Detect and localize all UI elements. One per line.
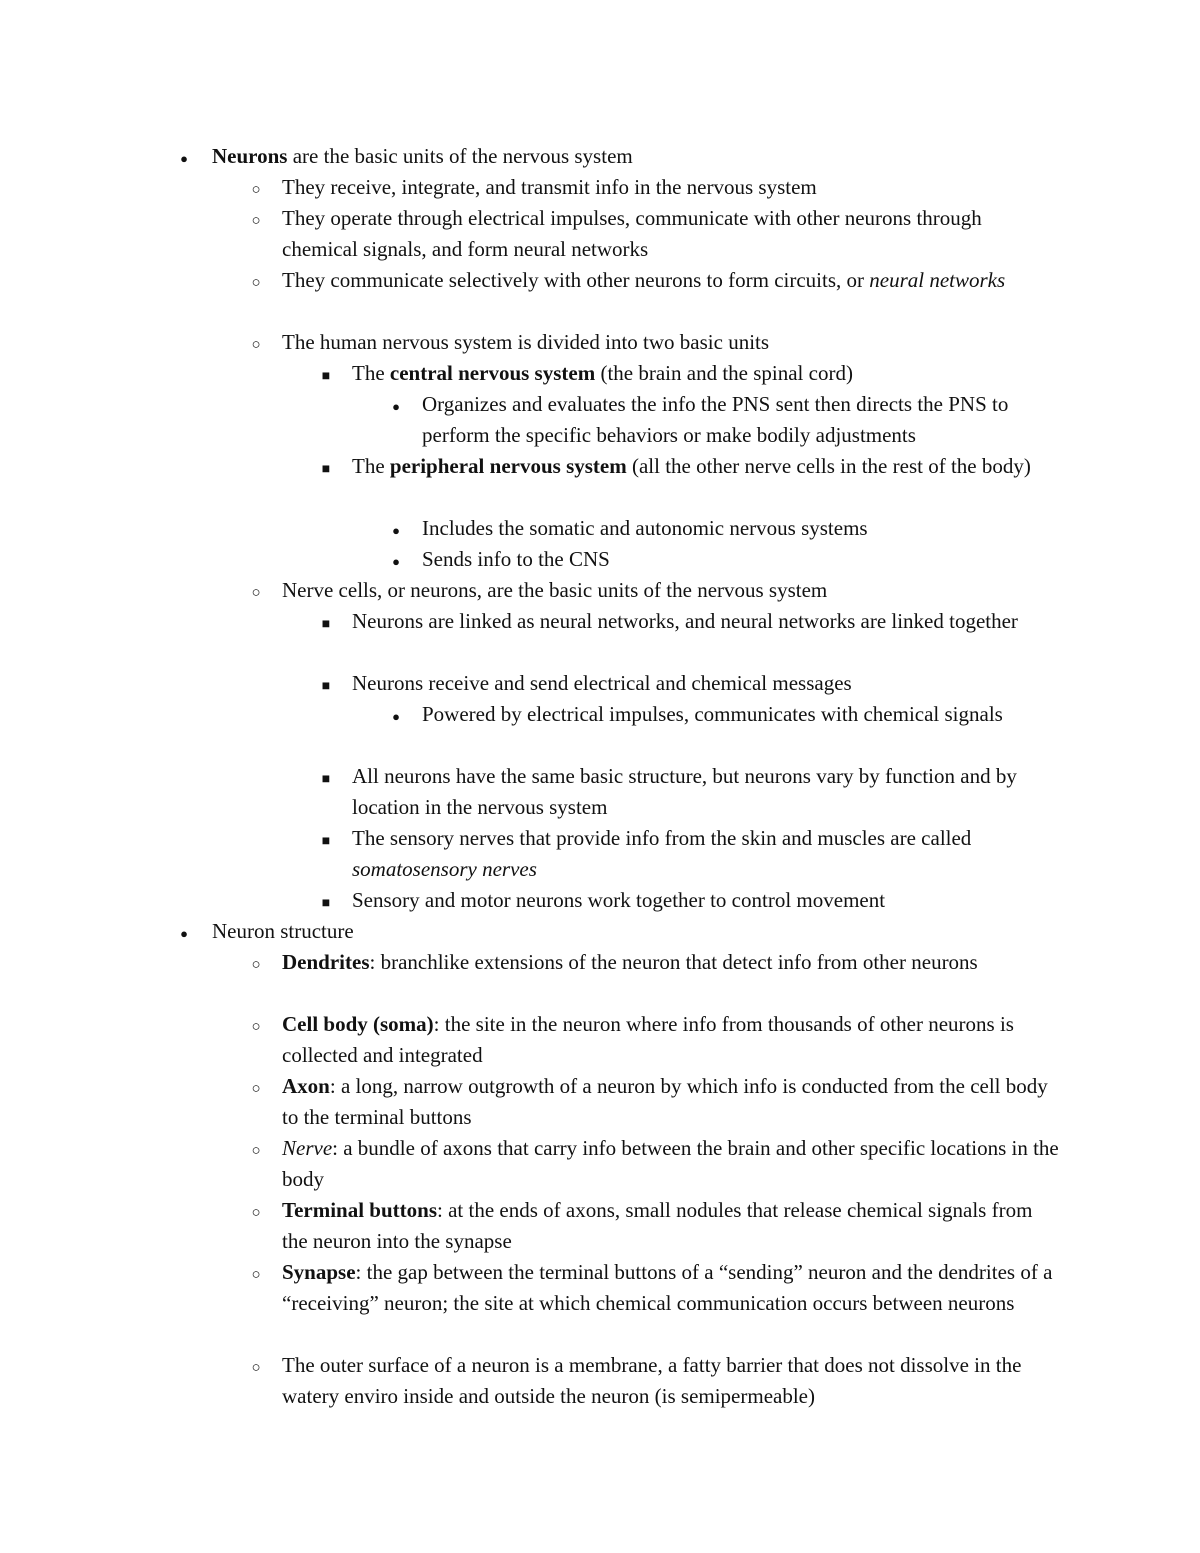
sub-sub-sub-bullet-item: [422, 699, 1062, 730]
sub-bullet-item: [282, 1133, 1062, 1195]
item-text: They receive, integrate, and transmit info in the nervous system: [282, 175, 817, 199]
bold-term: Synapse: [282, 1260, 356, 1284]
item-text: : branchlike extensions of the neuron that detect info from other neurons: [369, 950, 978, 974]
sub-bullet-item: [282, 1350, 1062, 1412]
sub-bullet-marker: [246, 1350, 266, 1384]
item-text: : a long, narrow outgrowth of a neuron by which info is conducted from the cell body to the terminal buttons: [282, 1074, 1048, 1129]
sub-sub-bullet-marker: [316, 358, 336, 392]
item-text: (all the other nerve cells in the rest of the body): [626, 454, 1031, 478]
sub-bullet-marker: [246, 327, 266, 361]
bold-term: Axon: [282, 1074, 330, 1098]
sub-sub-sub-bullet-marker: [386, 699, 406, 732]
bold-term: Cell body (soma): [282, 1012, 434, 1036]
sub-bullet-item: [282, 203, 1062, 265]
sub-bullet-item: [282, 265, 1062, 296]
bold-term: Neurons: [212, 144, 288, 168]
item-text: : the gap between the terminal buttons of a “sending” neuron and the dendrites of a “receiving” neuron; the site at which chemical communication occurs between neurons: [282, 1260, 1053, 1315]
sub-sub-sub-bullet-marker: [386, 389, 406, 422]
sub-sub-sub-bullet-item: [422, 544, 1062, 575]
italic-term: Nerve: [282, 1136, 333, 1160]
item-text: Powered by electrical impulses, communicates with chemical signals: [422, 702, 1003, 726]
bold-term: Terminal buttons: [282, 1198, 438, 1222]
italic-term: somatosensory nerves: [352, 857, 537, 881]
sub-bullet-marker: [246, 203, 266, 237]
item-text: The sensory nerves that provide info from the skin and muscles are called: [352, 826, 972, 850]
bullet-marker: [174, 916, 194, 949]
item-text: : at the ends of axons, small nodules that release chemical signals from the neuron into the synapse: [282, 1198, 1033, 1253]
sub-sub-sub-bullet-marker: [386, 544, 406, 577]
item-text: The human nervous system is divided into two basic units: [282, 330, 770, 354]
sub-sub-bullet-marker: [316, 823, 336, 857]
sub-bullet-item: [282, 575, 1062, 606]
sub-sub-bullet-item: [352, 885, 1062, 916]
sub-bullet-item: [282, 172, 1062, 203]
sub-sub-bullet-item: [352, 668, 1062, 699]
sub-sub-bullet-marker: [316, 761, 336, 795]
sub-sub-bullet-marker: [316, 451, 336, 485]
sub-bullet-marker: [246, 947, 266, 981]
item-text: Neuron structure: [212, 919, 354, 943]
item-text: All neurons have the same basic structure, but neurons vary by function and by location in the nervous system: [352, 764, 1017, 819]
item-text: Includes the somatic and autonomic nervous systems: [422, 516, 868, 540]
item-text: Nerve cells, or neurons, are the basic units of the nervous system: [282, 578, 828, 602]
sub-bullet-marker: [246, 575, 266, 609]
item-text: Neurons receive and send electrical and chemical messages: [352, 671, 852, 695]
sub-sub-bullet-item: [352, 606, 1062, 637]
item-text: : the site in the neuron where info from thousands of other neurons is collected and integrated: [282, 1012, 1014, 1067]
sub-sub-bullet-item: [352, 358, 1062, 389]
bullet-item: [212, 141, 1062, 172]
sub-bullet-marker: [246, 172, 266, 206]
sub-sub-bullet-item: [352, 761, 1062, 823]
item-text: The outer surface of a neuron is a membrane, a fatty barrier that does not dissolve in the watery enviro inside and outside the neuron (is semipermeable): [282, 1353, 1022, 1408]
item-text: They operate through electrical impulses, communicate with other neurons through chemical signals, and form neural networks: [282, 206, 982, 261]
item-text: Sensory and motor neurons work together to control movement: [352, 888, 886, 912]
italic-term: neural networks: [869, 268, 1006, 292]
sub-bullet-item: [282, 1071, 1062, 1133]
sub-sub-bullet-item: [352, 823, 1062, 885]
item-text: Organizes and evaluates the info the PNS sent then directs the PNS to perform the specific behaviors or make bodily adjustments: [422, 392, 1009, 447]
sub-sub-bullet-item: [352, 451, 1062, 482]
item-text: Neurons are linked as neural networks, and neural networks are linked together: [352, 609, 1018, 633]
sub-sub-sub-bullet-item: [422, 389, 1062, 451]
item-text: Sends info to the CNS: [422, 547, 610, 571]
sub-bullet-item: [282, 327, 1062, 358]
item-text: The: [352, 361, 390, 385]
sub-bullet-marker: [246, 1257, 266, 1291]
item-text: The: [352, 454, 390, 478]
item-text: They communicate selectively with other neurons to form circuits, or: [282, 268, 870, 292]
sub-sub-bullet-marker: [316, 668, 336, 702]
sub-bullet-item: [282, 1195, 1062, 1257]
sub-bullet-marker: [246, 1133, 266, 1167]
sub-sub-bullet-marker: [316, 885, 336, 919]
bold-term: peripheral nervous system: [389, 454, 627, 478]
sub-bullet-item: [282, 1257, 1062, 1319]
sub-sub-bullet-marker: [316, 606, 336, 640]
item-text: (the brain and the spinal cord): [595, 361, 853, 385]
sub-bullet-marker: [246, 1195, 266, 1229]
sub-bullet-marker: [246, 1009, 266, 1043]
item-text: are the basic units of the nervous system: [287, 144, 633, 168]
sub-sub-sub-bullet-marker: [386, 513, 406, 546]
sub-bullet-item: [282, 947, 1062, 978]
sub-bullet-item: [282, 1009, 1062, 1071]
bullet-marker: [174, 141, 194, 174]
sub-sub-sub-bullet-item: [422, 513, 1062, 544]
sub-bullet-marker: [246, 1071, 266, 1105]
sub-bullet-marker: [246, 265, 266, 299]
item-text: : a bundle of axons that carry info between the brain and other specific locations in the body: [282, 1136, 1059, 1191]
bold-term: central nervous system: [389, 361, 596, 385]
bold-term: Dendrites: [282, 950, 370, 974]
bullet-item: [212, 916, 1062, 947]
